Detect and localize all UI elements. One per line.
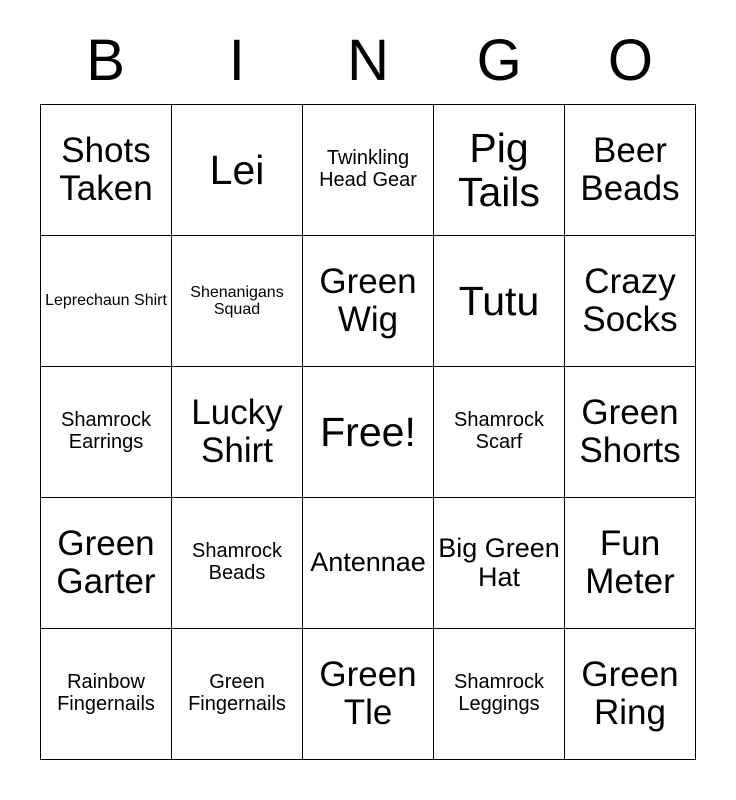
bingo-cell[interactable]	[303, 629, 434, 760]
bingo-cell-label: Shamrock Leggings	[453, 671, 545, 715]
bingo-cell-label: Beer Beads	[580, 131, 680, 208]
bingo-cell-label: Green Fingernails	[188, 671, 286, 715]
bingo-cell[interactable]	[41, 367, 172, 498]
bingo-cell[interactable]	[172, 629, 303, 760]
bingo-cell-label: Shamrock Beads	[191, 540, 283, 584]
bingo-cell-label: Big Green Hat	[438, 532, 560, 592]
bingo-cell-label: Green Wig	[319, 262, 417, 339]
bingo-cell-label: Crazy Socks	[582, 262, 678, 339]
bingo-cell[interactable]	[303, 498, 434, 629]
bingo-cell-label: Shamrock Scarf	[453, 409, 545, 453]
bingo-cell[interactable]	[172, 105, 303, 236]
bingo-cell[interactable]	[565, 367, 696, 498]
bingo-grid	[40, 104, 696, 760]
bingo-cell[interactable]	[303, 236, 434, 367]
bingo-cell-label: Twinkling Head Gear	[319, 147, 417, 191]
bingo-row	[41, 629, 696, 760]
bingo-cell[interactable]	[434, 498, 565, 629]
bingo-header	[40, 0, 696, 96]
bingo-cell-label: Free!	[320, 408, 416, 455]
bingo-row	[41, 498, 696, 629]
bingo-cell-label: Pig Tails	[457, 124, 541, 215]
bingo-cell[interactable]	[565, 105, 696, 236]
bingo-cell[interactable]	[303, 105, 434, 236]
header-letter-o: O	[607, 28, 653, 93]
header-letter-g: G	[476, 28, 522, 93]
bingo-cell[interactable]	[172, 498, 303, 629]
bingo-cell-label: Leprechaun Shirt	[45, 292, 167, 310]
bingo-cell-label: Antennae	[310, 547, 426, 578]
bingo-cell-label: Green Tle	[319, 655, 417, 732]
bingo-cell-label: Green Garter	[56, 524, 156, 601]
bingo-cell[interactable]	[434, 629, 565, 760]
bingo-row	[41, 367, 696, 498]
bingo-cell-label: Shots Taken	[59, 131, 153, 208]
bingo-cell[interactable]	[41, 236, 172, 367]
bingo-cell[interactable]	[434, 236, 565, 367]
bingo-cell[interactable]	[434, 367, 565, 498]
bingo-cell-label: Shenanigans Squad	[190, 283, 284, 318]
bingo-row	[41, 105, 696, 236]
bingo-cell[interactable]	[434, 105, 565, 236]
bingo-cell-label: Lucky Shirt	[191, 393, 283, 470]
header-letter-n: N	[347, 28, 389, 93]
bingo-cell-label: Green Shorts	[579, 393, 681, 470]
bingo-cell-label: Lei	[209, 146, 265, 193]
bingo-cell-label: Fun Meter	[585, 524, 675, 601]
bingo-cell[interactable]	[565, 498, 696, 629]
bingo-cell-label: Rainbow Fingernails	[57, 671, 155, 715]
bingo-cell[interactable]	[41, 498, 172, 629]
header-letter-b: B	[86, 28, 125, 93]
bingo-cell-label: Green Ring	[581, 655, 679, 732]
bingo-cell[interactable]	[565, 236, 696, 367]
header-letter-i: I	[228, 28, 245, 93]
bingo-cell[interactable]	[565, 629, 696, 760]
bingo-cell-free[interactable]	[303, 367, 434, 498]
bingo-row	[41, 236, 696, 367]
bingo-cell[interactable]	[41, 105, 172, 236]
bingo-cell[interactable]	[172, 367, 303, 498]
bingo-cell-label: Tutu	[458, 277, 540, 324]
bingo-cell[interactable]	[172, 236, 303, 367]
bingo-cell[interactable]	[41, 629, 172, 760]
bingo-cell-label: Shamrock Earrings	[60, 409, 152, 453]
